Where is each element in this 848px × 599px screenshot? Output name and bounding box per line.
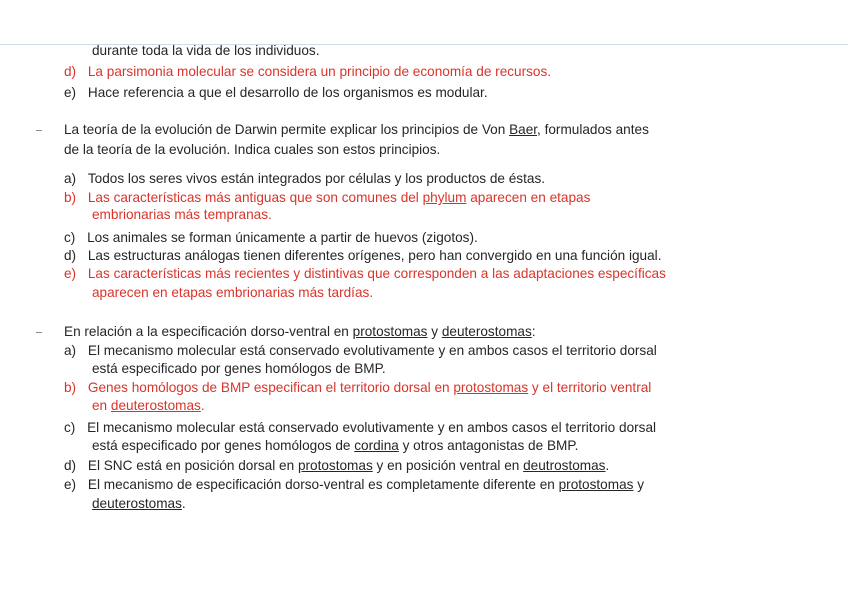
option-text-underlined: deuterostomas [110, 398, 201, 413]
option-text-underlined: protostomas [297, 458, 373, 473]
option-text-underlined: deutrostomas [523, 458, 606, 473]
q2-option-b-cont [92, 398, 205, 414]
option-letter: d) [64, 64, 77, 79]
q1-option-d [64, 248, 661, 264]
option-text: El mecanismo de especificación dorso-ventral es completamente diferente en [87, 477, 559, 492]
option-text: . [181, 496, 186, 511]
q1-option-e-cont [92, 285, 373, 301]
q2-stem-text: En relación a la especificación dorso-ventral en [64, 324, 353, 339]
q2-option-d [64, 458, 609, 474]
prev-option-e [64, 85, 488, 101]
option-text-underlined: protostomas [453, 380, 529, 395]
option-text-underlined: protostomas [558, 477, 634, 492]
option-letter: c) [64, 420, 76, 435]
option-text: y en posición ventral en [372, 458, 524, 473]
q1-option-e [64, 266, 666, 282]
q2-stem-underlined: deuterostomas [441, 324, 532, 339]
q1-stem-line-1 [64, 122, 649, 138]
option-text: El mecanismo molecular está conservado evolutivamente y en ambos casos el territorio dorsal [87, 343, 657, 358]
option-letter: e) [64, 477, 77, 492]
option-text-underlined: deuterostomas [92, 496, 182, 511]
option-text: Hace referencia a que el desarrollo de los organismos es modular. [87, 85, 488, 100]
option-text-underlined: cordina [354, 438, 399, 453]
option-text-underlined: phylum [422, 190, 467, 205]
q1-stem-text: , formulados antes [537, 122, 649, 137]
q2-stem [64, 324, 536, 340]
option-text: aparecen en etapas embrionarias más tardías. [92, 285, 374, 300]
option-text: en [92, 398, 111, 413]
option-text: y otros antagonistas de BMP. [398, 438, 579, 453]
option-text: El SNC está en posición dorsal en [87, 458, 298, 473]
q2-option-e-cont [92, 496, 186, 512]
prev-option-d [64, 64, 551, 80]
question-bullet-dash [36, 130, 42, 131]
option-text: está especificado por genes homólogos de BMP. [92, 361, 386, 376]
option-text: Las características más recientes y distintivas que corresponden a las adaptaciones específicas [87, 266, 666, 281]
option-text: aparecen en etapas [466, 190, 591, 205]
q1-option-c [64, 230, 478, 246]
option-text: La parsimonia molecular se considera un principio de economía de recursos. [87, 64, 552, 79]
q2-option-a-cont [92, 361, 386, 377]
q2-option-e [64, 477, 644, 493]
option-letter: c) [64, 230, 76, 245]
q1-option-b-cont [92, 207, 272, 223]
option-text: Las estructuras análogas tienen diferentes orígenes, pero han convergido en una función igual. [87, 248, 662, 263]
option-text: . [605, 458, 610, 473]
q1-option-b [64, 190, 590, 206]
option-letter: d) [64, 458, 77, 473]
q2-stem-underlined: protostomas [352, 324, 428, 339]
q2-option-b [64, 380, 651, 396]
option-letter: d) [64, 248, 77, 263]
option-letter: e) [64, 266, 77, 281]
option-letter: a) [64, 171, 77, 186]
q2-option-c-cont [92, 438, 578, 454]
q2-option-a [64, 343, 657, 359]
q1-option-a [64, 171, 545, 187]
option-text: Los animales se forman únicamente a partir de huevos (zigotos). [87, 230, 478, 245]
option-text: Las características más antiguas que son comunes del [87, 190, 423, 205]
question-bullet-dash [36, 332, 42, 333]
option-text: Genes homólogos de BMP especifican el territorio dorsal en [87, 380, 454, 395]
option-text: embrionarias más tempranas. [92, 207, 272, 222]
option-letter: a) [64, 343, 77, 358]
q1-stem-text: de la teoría de la evolución. Indica cuales son estos principios. [64, 142, 441, 157]
option-text: Todos los seres vivos están integrados por células y los productos de éstas. [87, 171, 546, 186]
option-letter: b) [64, 380, 77, 395]
option-text: y el territorio ventral [528, 380, 652, 395]
option-text: y [633, 477, 645, 492]
prev-question-continuation: durante toda la vida de los individuos. [92, 43, 320, 58]
q1-stem-text: La teoría de la evolución de Darwin permite explicar los principios de Von [64, 122, 510, 137]
option-text: . [200, 398, 205, 413]
q2-stem-text: : [531, 324, 536, 339]
q2-stem-text: y [427, 324, 442, 339]
q1-stem-line-2 [64, 142, 440, 158]
option-letter: b) [64, 190, 77, 205]
option-letter: e) [64, 85, 77, 100]
q1-stem-underlined: Baer [509, 122, 538, 137]
q2-option-c [64, 420, 656, 436]
option-text: está especificado por genes homólogos de [92, 438, 355, 453]
option-text: El mecanismo molecular está conservado evolutivamente y en ambos casos el territorio dorsal [87, 420, 657, 435]
